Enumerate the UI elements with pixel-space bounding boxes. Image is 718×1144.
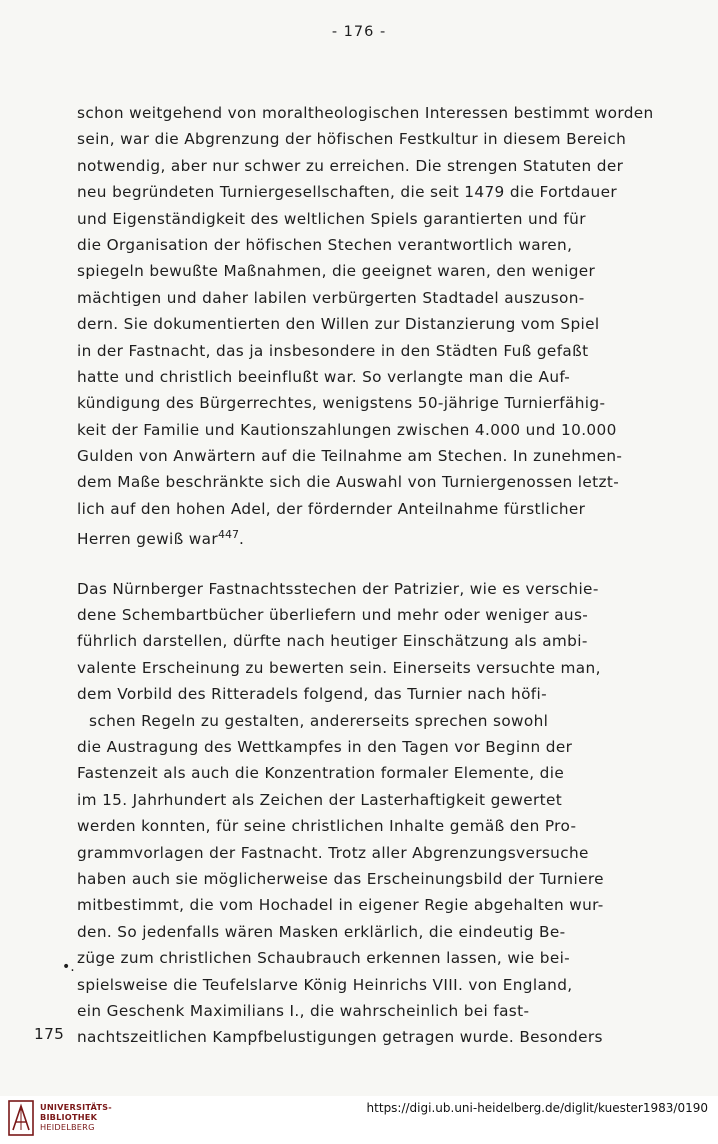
library-logo-icon	[8, 1100, 34, 1136]
text-line: Gulden von Anwärtern auf die Teilnahme am Stechen. In zunehmen-	[77, 447, 623, 466]
text-line: hatte und christlich beeinflußt war. So verlangte man die Auf-	[77, 367, 571, 386]
text-line: valente Erscheinung zu bewerten sein. Einerseits versuchte man,	[77, 658, 601, 677]
text-line: die Organisation der höfischen Stechen verantwortlich waren,	[77, 235, 573, 254]
text-line: werden konnten, für seine christlichen Inhalte gemäß den Pro-	[77, 817, 577, 836]
paragraph-1	[77, 100, 667, 549]
text-line: nachtszeitlichen Kampfbelustigungen getragen wurde. Besonders	[77, 1028, 603, 1047]
text-line: den. So jedenfalls wären Masken erklärlich, die eindeutig Be-	[77, 922, 566, 941]
text-line: züge zum christlichen Schaubrauch erkennen lassen, wie bei-	[77, 949, 571, 968]
institution-line: HEIDELBERG	[40, 1122, 95, 1132]
institution-line: BIBLIOTHEK	[40, 1112, 98, 1122]
text-line-last	[77, 522, 667, 548]
last-line-text: Herren gewiß war	[77, 530, 219, 549]
text-line: haben auch sie möglicherweise das Erscheinungsbild der Turniere	[77, 869, 604, 888]
text-line: schen Regeln zu gestalten, andererseits sprechen sowohl	[89, 711, 549, 730]
text-line: Fastenzeit als auch die Konzentration formaler Elemente, die	[77, 764, 565, 783]
text-line: spiegeln bewußte Maßnahmen, die geeignet waren, den weniger	[77, 262, 596, 281]
text-line: dem Maße beschränkte sich die Auswahl von Turniergenossen letzt-	[77, 473, 620, 492]
text-line: dene Schembartbücher überliefern und mehr oder weniger aus-	[77, 606, 589, 625]
text-line: und Eigenständigkeit des weltlichen Spiels garantierten und für	[77, 209, 586, 228]
text-line: grammvorlagen der Fastnacht. Trotz aller Abgrenzungsversuche	[77, 843, 589, 862]
text-line: mächtigen und daher labilen verbürgerten Stadtadel auszuson-	[77, 288, 585, 307]
margin-mark: •.	[62, 959, 75, 975]
page-number: - 176 -	[331, 24, 387, 40]
text-line: notwendig, aber nur schwer zu erreichen. Die strengen Statuten der	[77, 156, 624, 175]
margin-page-number: 175	[34, 1025, 65, 1043]
text-line: Das Nürnberger Fastnachtsstechen der Patrizier, wie es verschie-	[77, 579, 599, 598]
text-line: neu begründeten Turniergesellschaften, die seit 1479 die Fortdauer	[77, 183, 617, 202]
text-line: spielsweise die Teufelslarve König Heinrichs VIII. von England,	[77, 975, 573, 994]
text-line: sein, war die Abgrenzung der höfischen Festkultur in diesem Bereich	[77, 130, 627, 149]
text-line: mitbestimmt, die vom Hochadel in eigener Regie abgehalten wur-	[77, 896, 604, 915]
body-text	[77, 100, 667, 1051]
text-line: schon weitgehend von moraltheologischen Interessen bestimmt worden	[77, 104, 654, 122]
text-line: keit der Familie und Kautionszahlungen zwischen 4.000 und 10.000	[77, 420, 617, 439]
institution-line: UNIVERSITÄTS-	[40, 1102, 112, 1112]
last-line-end: .	[239, 530, 245, 549]
text-line: lich auf den hohen Adel, der fördernder Anteilnahme fürstlicher	[77, 499, 586, 518]
permalink-url[interactable]: https://digi.ub.uni-heidelberg.de/diglit/kuester1983/0190	[366, 1101, 708, 1115]
text-line: führlich darstellen, dürfte nach heutiger Einschätzung als ambi-	[77, 632, 588, 651]
text-line: im 15. Jahrhundert als Zeichen der Lasterhaftigkeit gewertet	[77, 790, 563, 809]
text-line: dern. Sie dokumentierten den Willen zur Distanzierung vom Spiel	[77, 315, 600, 334]
text-line: in der Fastnacht, das ja insbesondere in den Städten Fuß gefaßt	[77, 341, 589, 360]
text-line: kündigung des Bürgerrechtes, wenigstens 50-jährige Turnierfähig-	[77, 394, 606, 413]
text-line: ein Geschenk Maximilians I., die wahrscheinlich bei fast-	[77, 1001, 530, 1020]
text-line: dem Vorbild des Ritteradels folgend, das Turnier nach höfi-	[77, 685, 547, 704]
paragraph-2	[77, 576, 667, 1051]
footnote-ref[interactable]: 447	[218, 528, 240, 542]
institution-name	[40, 1102, 112, 1132]
text-line: die Austragung des Wettkampfes in den Tagen vor Beginn der	[77, 737, 573, 756]
